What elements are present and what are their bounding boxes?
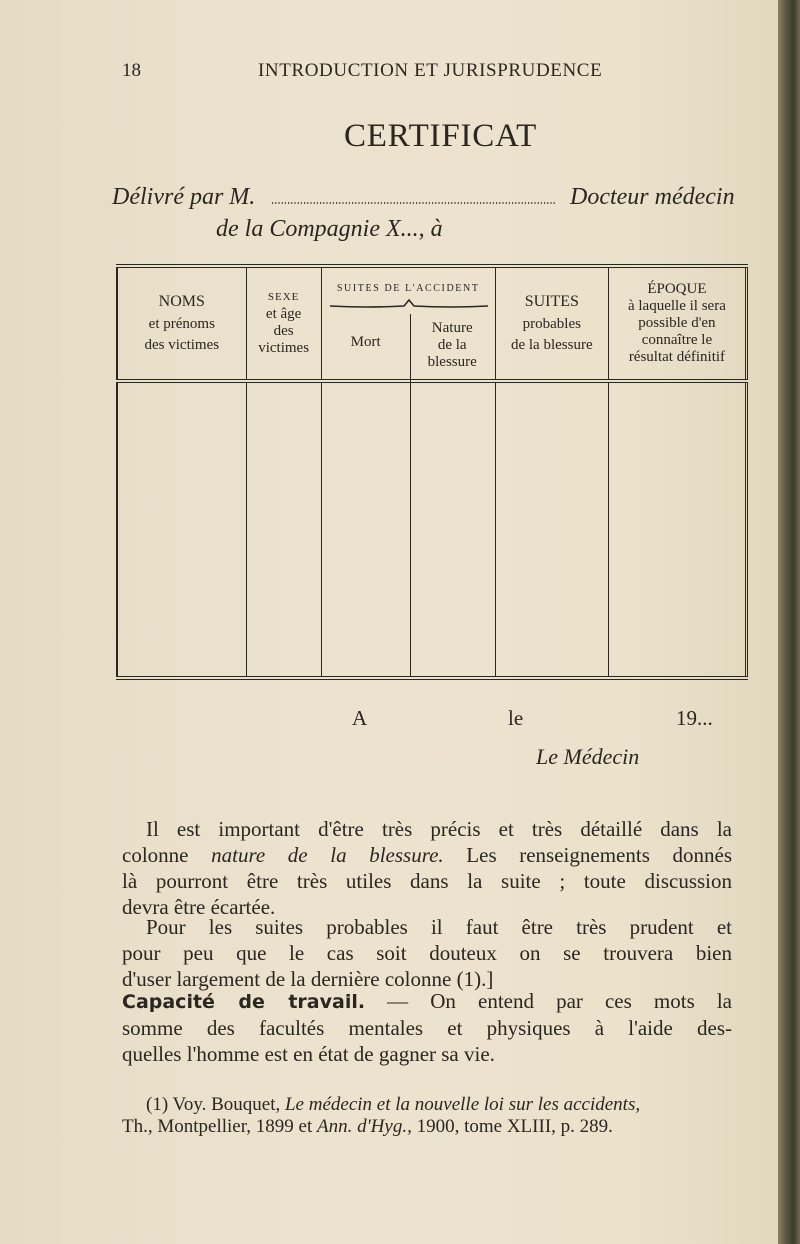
certificate-table [116,264,748,680]
header-death: Mort [350,334,381,351]
header-accident-outcomes [321,266,495,381]
issued-by-label: Délivré par M. [112,184,256,210]
header-names: NOMS et prénoms des victimes [117,266,246,381]
entry-cell-probable[interactable] [495,381,608,678]
page-number: 18 [122,60,141,81]
header-sex-age: SEXE et âge des victimes [246,266,321,381]
entry-cell-accident[interactable] [321,381,495,678]
header-probable-outcomes: SUITES probables de la blessure [495,266,608,381]
dotted-fill-line [272,183,556,207]
entry-cell-sex-age[interactable] [246,381,321,678]
paragraph-probable: Pour les suites probables il faut être très prudent et pour peu que le cas soit douteux on se trouvera bien d'user largement de la dernière colonne (1).] [122,915,732,991]
brace [328,298,490,312]
certificate-title: CERTIFICAT [344,118,538,154]
entry-cell-period[interactable] [608,381,746,678]
book-spine [778,0,800,1244]
date-label: le [508,706,524,730]
doctor-label: Docteur médecin [570,184,735,210]
year-label: 19... [676,706,713,730]
place-label: A [352,706,368,730]
company-line: de la Compagnie X..., à [216,216,443,242]
running-title: INTRODUCTION ET JURISPRUDENCE [258,60,603,81]
entry-cell-names[interactable] [117,381,246,678]
header-period: ÉPOQUE à laquelle il sera possible d'en connaître le résultat définitif [608,266,746,381]
signature-label: Le Médecin [536,744,640,769]
paragraph-nature: Il est important d'être très précis et très détaillé dans la colonne nature de la blessure. Les renseignements donnés là pourront être très utiles dans la suite ; toute discussion devra être écartée. [122,817,732,919]
paragraph-capacity: Capacité de travail. — On entend par ces mots la somme des facultés mentales et physiques à l'aide des- quelles l'homme est en état de gagner sa vie. [122,989,732,1066]
footnote: (1) Voy. Bouquet, Le médecin et la nouvelle loi sur les accidents, Th., Montpellier, 1899 et Ann. d'Hyg., 1900, tome XLIII, p. 289. [122,1094,641,1137]
header-injury-nature: Nature de la blessure [427,320,477,371]
accident-group-label: SUITES DE L'ACCIDENT [336,283,480,295]
